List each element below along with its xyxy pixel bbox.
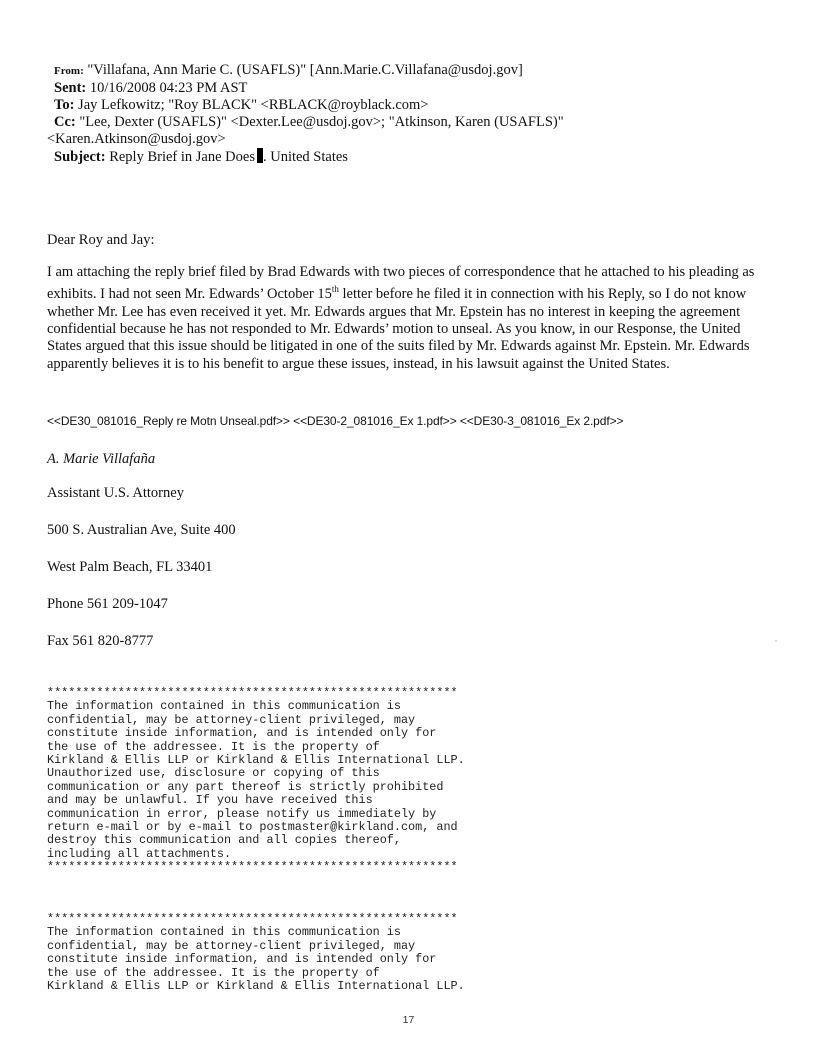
subject-value: Reply Brief in Jane Does (109, 149, 255, 165)
from-label: From: (54, 65, 84, 77)
email-header (47, 62, 787, 166)
body-paragraph (47, 264, 777, 373)
attachments-line: <<DE30_081016_Reply re Motn Unseal.pdf>> <<DE30-2_081016_Ex 1.pdf>> <<DE30-3_081016_Ex 2.pdf>> (47, 414, 624, 428)
sent-line (47, 80, 787, 97)
scan-speck (775, 640, 777, 642)
confidentiality-disclaimer-repeat: ********************************************************** The information contained in this communication is confidential, may be attorney-client privileged, may constitute inside information, and is intended only for the use of the addressee. It is the property of Kirkland & Ellis LLP or Kirkland & Ellis International LLP. (47, 912, 465, 994)
confidentiality-disclaimer: ********************************************************** The information contained in this communication is confidential, may be attorney-client privileged, may constitute inside information, and is intended only for the use of the addressee. It is the property of Kirkland & Ellis LLP or Kirkland & Ellis International LLP. Unauthorized use, disclosure or copying of this communication or any part thereof is strictly prohibited and may be unlawful. If you have received this communication in error, please notify us immediately by return e-mail or by e-mail to postmaster@kirkland.com, and destroy this communication and all copies thereof, including all attachments. ********************************************************** (47, 686, 465, 875)
signature-fax: Fax 561 820-8777 (47, 633, 154, 649)
cc-label: Cc: (54, 114, 76, 130)
subject-value-after: . United States (262, 149, 348, 165)
from-line (47, 62, 787, 80)
to-label: To: (54, 97, 75, 113)
cc-value-continued: <Karen.Atkinson@usdoj.gov> (47, 131, 226, 147)
subject-line (47, 148, 787, 166)
body-text-part-2: letter before he filed it in connection with his Reply, so I do not know whether Mr. Lee has even received it yet. Mr. Edwards argues that Mr. Epstein has no interest in keeping the agreement confidential because he has not responded to Mr. Edwards’ motion to unseal. As you know, in our Response, the United States argued that this issue should be litigated in one of the suits filed by Mr. Edwards against Mr. Epstein. Mr. Edwards apparently believes it is to his benefit to argue these issues, instead, in his lawsuit against the United States. (47, 286, 750, 372)
signature-phone: Phone 561 209-1047 (47, 596, 168, 612)
body-text-part-1: I am attaching the reply brief filed by Brad Edwards with two pieces of correspondence that he attached to his pleading as exhibits. I had not seen Mr. Edwards’ October 15 (47, 264, 755, 303)
sent-label: Sent: (54, 80, 87, 96)
page-number: 17 (402, 1014, 415, 1026)
signature-address: 500 S. Australian Ave, Suite 400 (47, 522, 236, 538)
to-value: Jay Lefkowitz; "Roy BLACK" <RBLACK@royblack.com> (78, 97, 429, 113)
signature-name: A. Marie Villafaña (47, 451, 156, 467)
signature-city: West Palm Beach, FL 33401 (47, 559, 213, 575)
salutation: Dear Roy and Jay: (47, 232, 155, 248)
cc-value: "Lee, Dexter (USAFLS)" <Dexter.Lee@usdoj.gov>; "Atkinson, Karen (USAFLS)" (79, 114, 564, 130)
ordinal-suffix: th (331, 284, 339, 295)
signature-title: Assistant U.S. Attorney (47, 485, 184, 501)
to-line (47, 97, 787, 114)
subject-label: Subject: (54, 149, 106, 165)
sent-value: 10/16/2008 04:23 PM AST (89, 80, 248, 96)
cc-line (47, 114, 787, 131)
cc-line-continued (47, 131, 787, 148)
from-value: "Villafana, Ann Marie C. (USAFLS)" [Ann.Marie.C.Villafana@usdoj.gov] (87, 62, 523, 78)
